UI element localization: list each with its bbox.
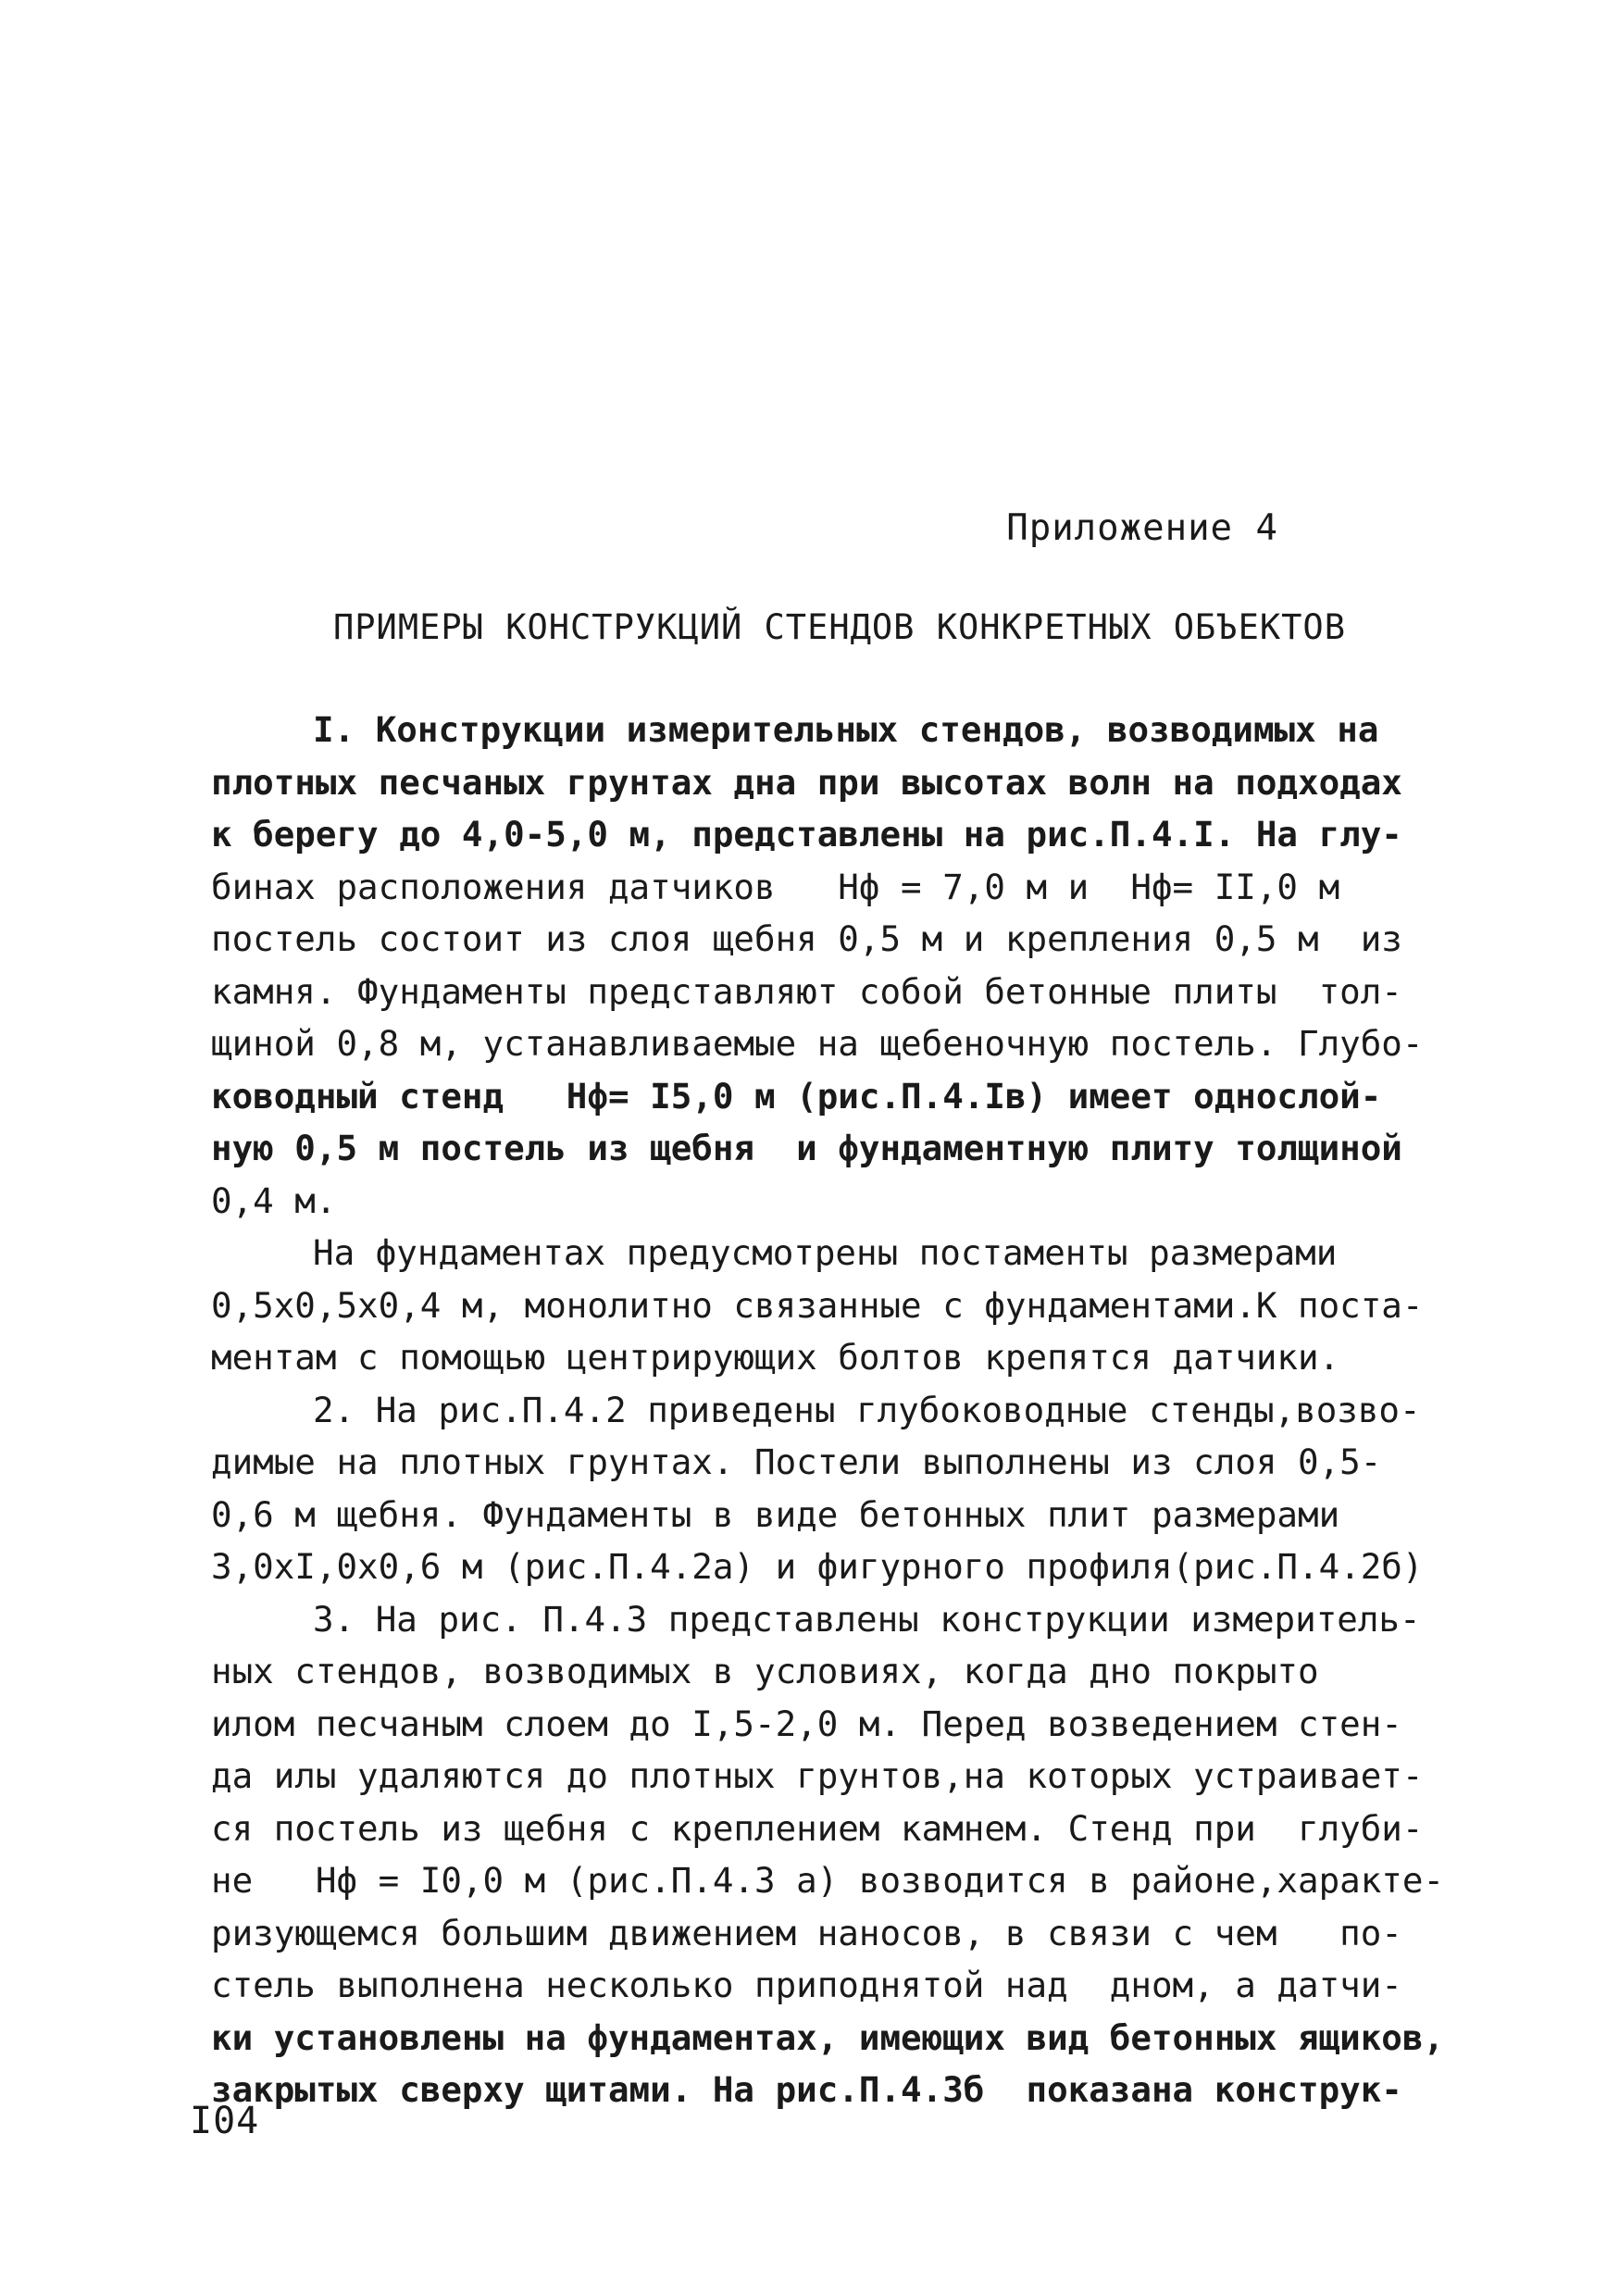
page-title: ПРИМЕРЫ КОНСТРУКЦИЙ СТЕНДОВ КОНКРЕТНЫХ ОБЪЕКТОВ xyxy=(333,607,1346,647)
text-line: 0,4 м. xyxy=(211,1179,337,1221)
text-line: ки установлены на фундаментах, имеющих вид бетонных ящиков, xyxy=(211,2016,1445,2058)
text-line: к берегу до 4,0-5,0 м, представлены на рис.П.4.I. На глу- xyxy=(211,814,1402,855)
text-line: закрытых сверху щитами. На рис.П.4.3б показана конструк- xyxy=(211,2069,1402,2110)
text-line: ную 0,5 м постель из щебня и фундаментную плиту толщиной xyxy=(211,1128,1402,1168)
text-line: 3,0хI,0х0,6 м (рис.П.4.2а) и фигурного профиля(рис.П.4.2б) xyxy=(211,1546,1424,1587)
text-line: плотных песчаных грунтах дна при высотах волн на подходах xyxy=(211,761,1402,803)
text-line: камня. Фундаменты представляют собой бетонные плиты тол- xyxy=(211,970,1402,1012)
text-line: ных стендов, возводимых в условиях, когда дно покрыто xyxy=(211,1651,1319,1691)
text-line: 0,5х0,5х0,4 м, монолитно связанные с фундаментами.К поста- xyxy=(211,1284,1424,1326)
body-text xyxy=(211,704,1445,2116)
text-line: 0,6 м щебня. Фундаменты в виде бетонных плит размерами xyxy=(211,1493,1340,1535)
text-line: илом песчаным слоем до I,5-2,0 м. Перед возведением стен- xyxy=(211,1703,1402,1744)
text-line: ментам с помощью центрирующих болтов крепятся датчики. xyxy=(211,1337,1340,1378)
text-line: ризующемся большим движением наносов, в связи с чем по- xyxy=(211,1912,1402,1953)
appendix-label: Приложение 4 xyxy=(1006,507,1278,549)
text-line: На фундаментах предусмотрены постаменты размерами xyxy=(313,1232,1338,1273)
text-line: бинах расположения датчиков Hф = 7,0 м и Hф= II,0 м xyxy=(211,866,1340,907)
text-line: ся постель из щебня с креплением камнем. Стенд при глуби- xyxy=(211,1807,1424,1849)
text-line: щиной 0,8 м, устанавливаемые на щебеночную постель. Глубо- xyxy=(211,1023,1424,1064)
text-line: 3. На рис. П.4.3 представлены конструкции измеритель- xyxy=(313,1598,1421,1640)
text-line: да илы удаляются до плотных грунтов,на которых устраивает- xyxy=(211,1755,1424,1796)
text-line: стель выполнена несколько приподнятой над дном, а датчи- xyxy=(211,1965,1402,2005)
text-line: не Hф = I0,0 м (рис.П.4.3 а) возводится в районе,характе- xyxy=(211,1860,1445,1901)
page-number: I04 xyxy=(190,2100,260,2142)
text-line: постель состоит из слоя щебня 0,5 м и крепления 0,5 м из xyxy=(211,918,1402,959)
text-line: 2. На рис.П.4.2 приведены глубоководные стенды,возво- xyxy=(313,1389,1421,1430)
text-line: I. Конструкции измерительных стендов, возводимых на xyxy=(313,709,1379,750)
text-line: ководный стенд Hф= I5,0 м (рис.П.4.Iв) имеет однослой- xyxy=(211,1075,1382,1117)
text-line: димые на плотных грунтах. Постели выполнены из слоя 0,5- xyxy=(211,1441,1382,1482)
